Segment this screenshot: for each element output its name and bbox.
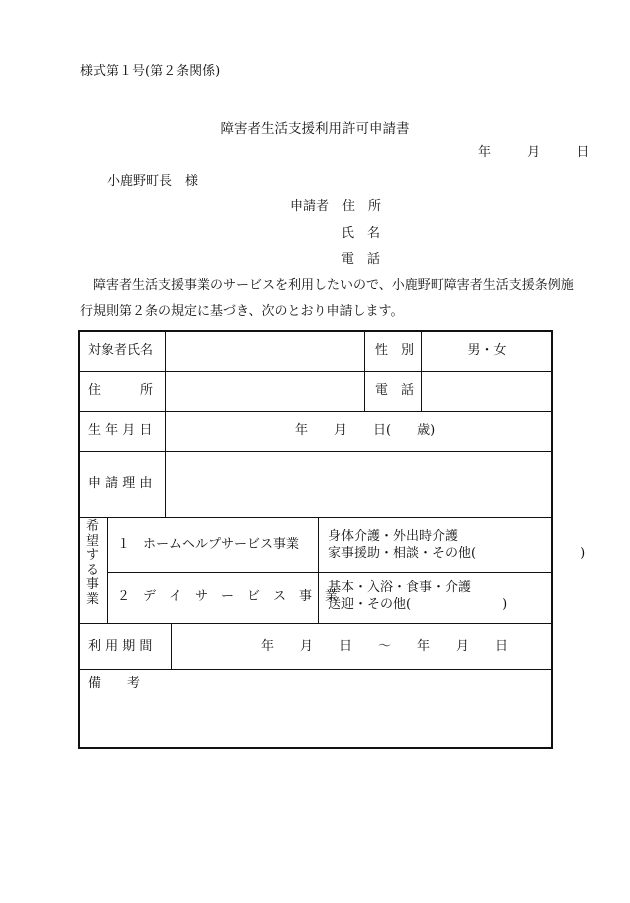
applicant-phone-label: 電 話	[341, 252, 381, 267]
desired-service-label: 希望する事業	[86, 519, 100, 607]
dayservice-detail-1: 基本・入浴・食事・介護	[328, 580, 472, 595]
period-value[interactable]: 年 月 日 ～ 年 月 日	[261, 639, 509, 654]
birth-label: 生 年 月 日	[88, 423, 153, 438]
target-name-field[interactable]	[165, 333, 364, 370]
date-day: 日	[576, 145, 590, 160]
address-field[interactable]	[165, 372, 364, 410]
remarks-field[interactable]	[80, 694, 551, 746]
gender-label: 性 別	[375, 343, 415, 358]
applicant-name-label: 氏 名	[341, 226, 381, 241]
applicant-address-label: 申請者 住 所	[290, 199, 382, 214]
reason-label: 申 請 理 由	[88, 476, 153, 491]
document-title: 障害者生活支援利用許可申請書	[220, 121, 410, 137]
homehelp-service-name[interactable]: １ ホームヘルプサービス事業	[117, 537, 300, 552]
homehelp-detail-1: 身体介護・外出時介護	[328, 529, 459, 544]
phone-field[interactable]	[421, 372, 553, 410]
form-number: 様式第１号(第２条関係)	[80, 64, 221, 79]
homehelp-detail-2: 家事援助・相談・その他( )	[328, 546, 586, 561]
dayservice-name[interactable]: ２ デ イ サ ー ビ ス 事 業	[117, 589, 339, 604]
reason-field[interactable]	[165, 452, 553, 516]
period-label: 利 用 期 間	[88, 639, 153, 654]
addressee: 小鹿野町長 様	[107, 174, 199, 189]
gender-value[interactable]: 男・女	[467, 343, 507, 358]
dayservice-detail-2: 送迎・その他( )	[328, 597, 508, 612]
remarks-label: 備 考	[88, 676, 141, 691]
date-year: 年	[478, 145, 492, 160]
phone-label: 電 話	[375, 383, 415, 398]
date-line	[478, 141, 589, 160]
date-month: 月	[527, 145, 541, 160]
target-name-label: 対象者氏名	[88, 343, 154, 358]
address-label: 住 所	[88, 383, 154, 398]
application-table	[78, 330, 586, 749]
birth-value[interactable]: 年 月 日( 歳)	[295, 423, 436, 438]
intro-text: 障害者生活支援事業のサービスを利用したいので、小鹿野町障害者生活支援条例施行規則第２条の規定に基づき、次のとおり申請します。	[80, 278, 574, 319]
